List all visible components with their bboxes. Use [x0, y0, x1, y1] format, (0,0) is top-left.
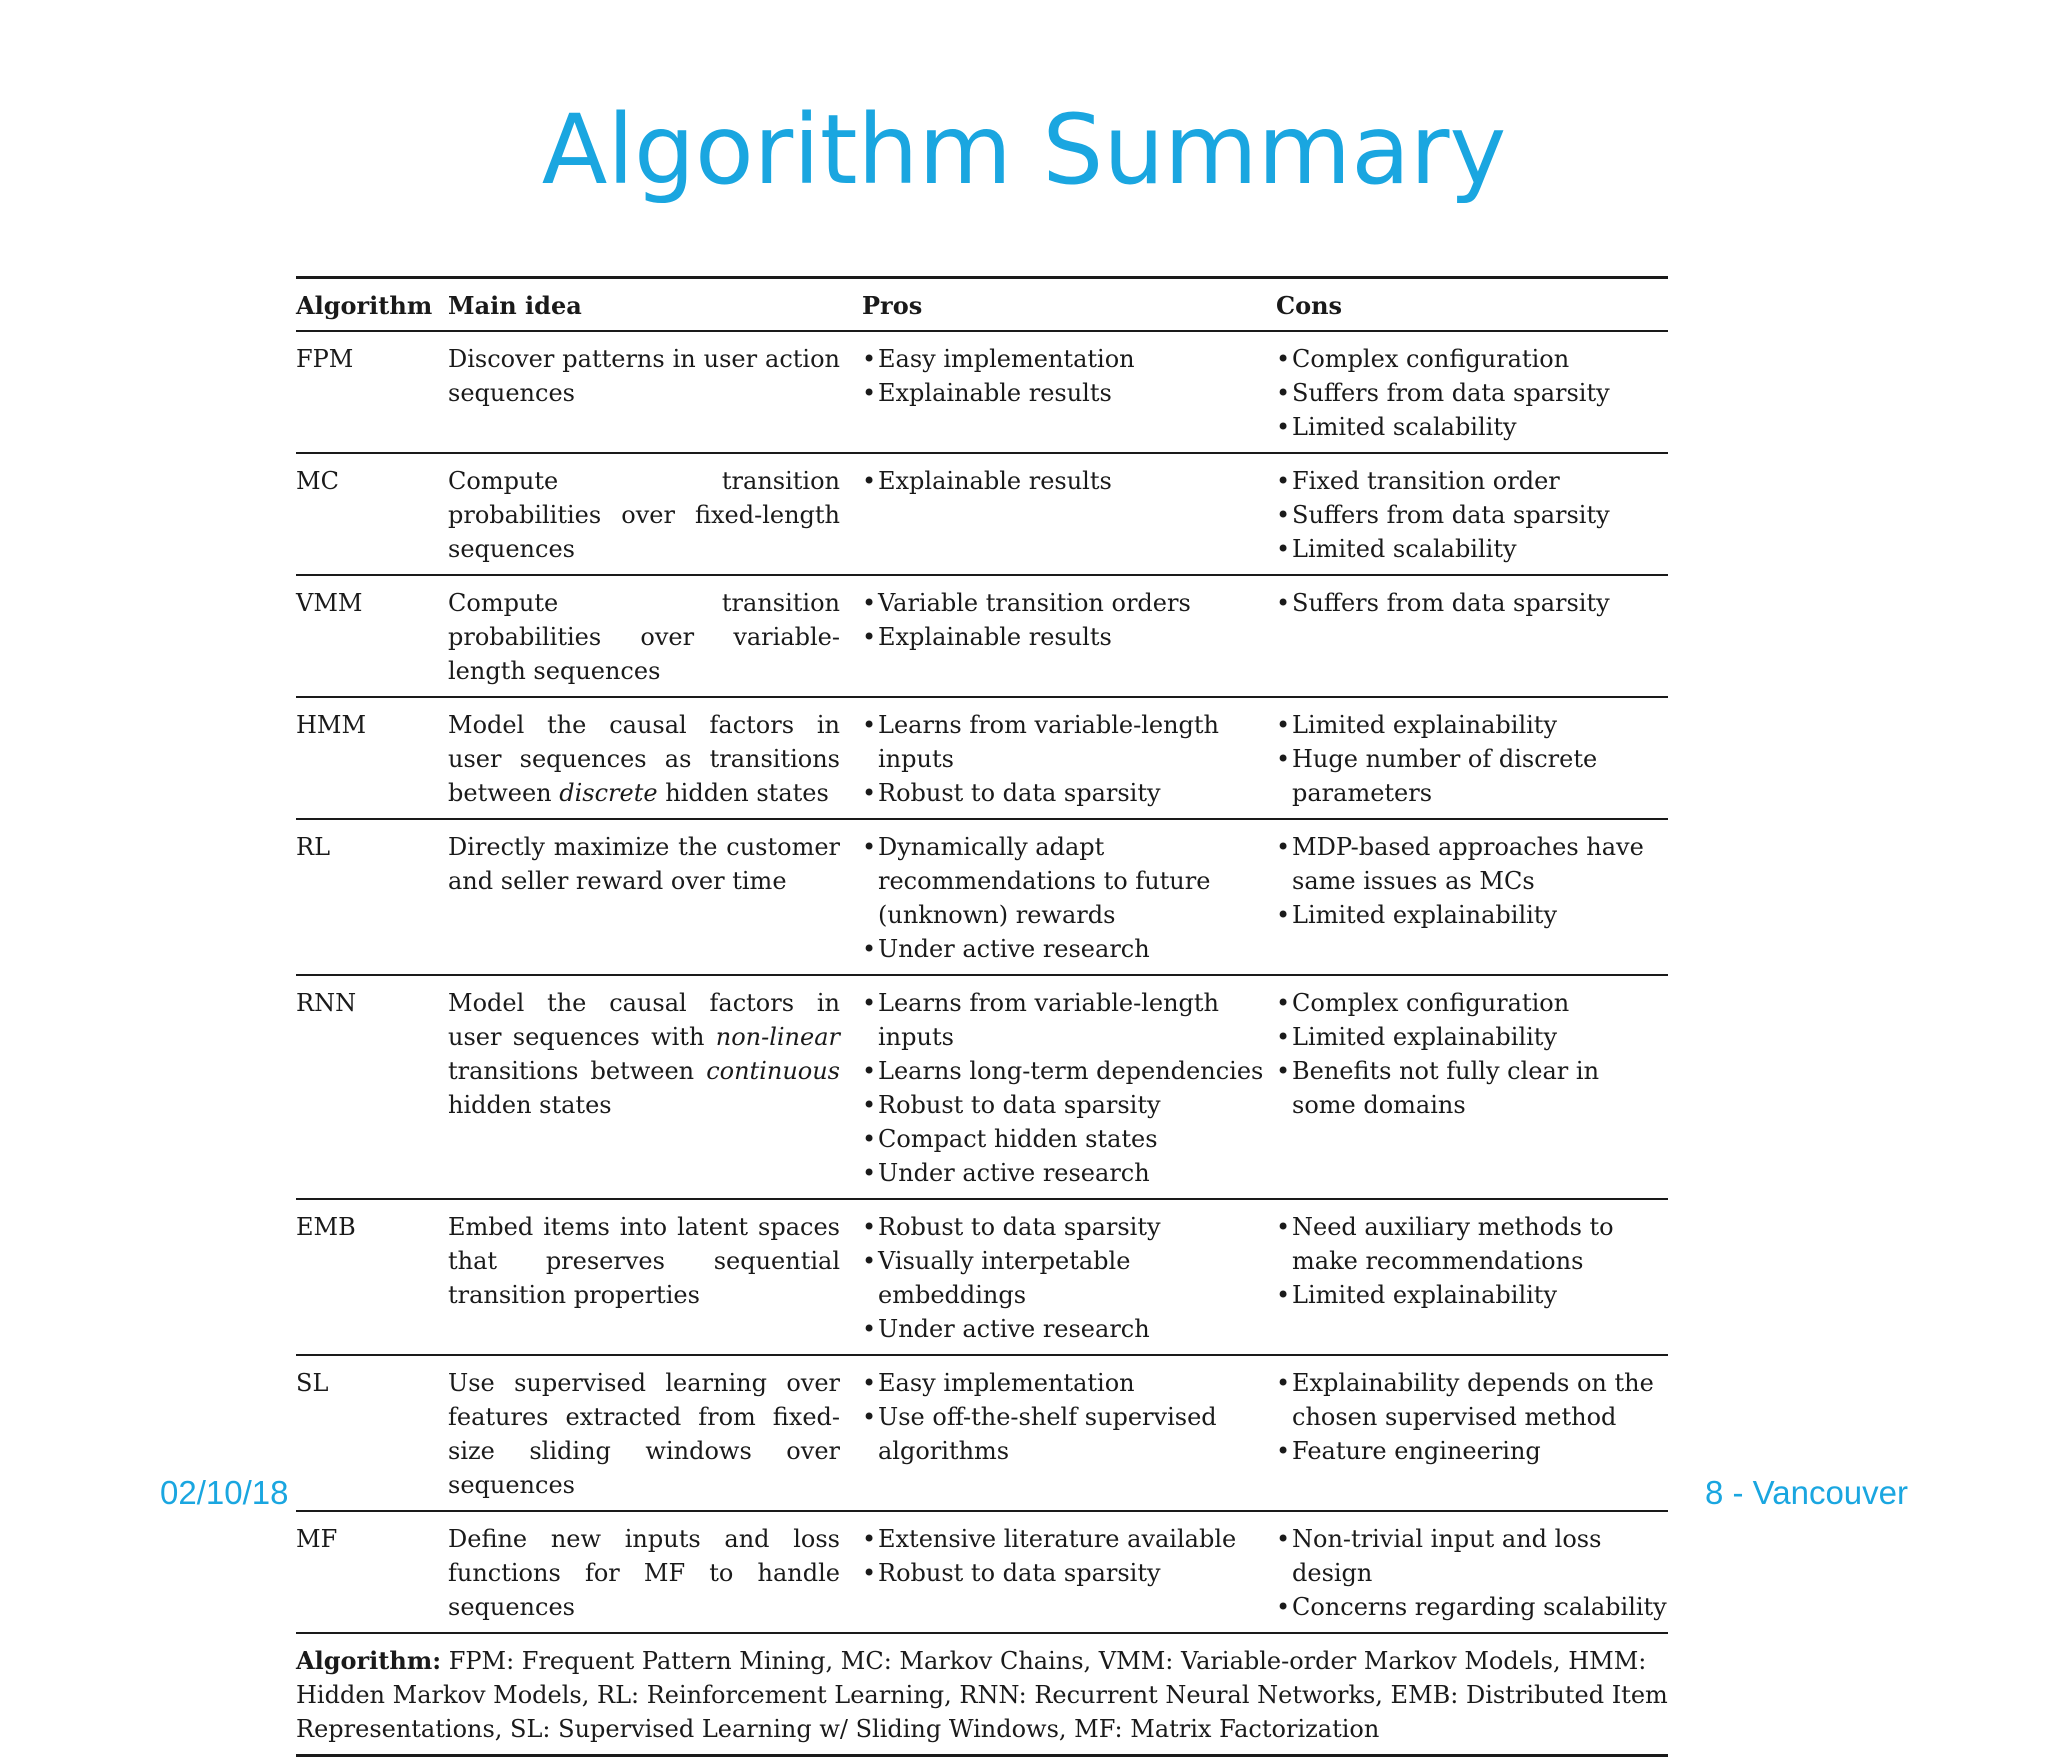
pros-cell	[862, 975, 1276, 1199]
cons-list	[1276, 342, 1668, 444]
con-item: • Benefits not fully clear in some domains	[1276, 1054, 1668, 1122]
pro-item: • Robust to data sparsity	[862, 776, 1276, 810]
caption-label: Algorithm:	[296, 1646, 442, 1675]
table-row	[296, 1355, 1668, 1511]
cons-cell	[1276, 819, 1668, 975]
con-item: • Non-trivial input and loss design	[1276, 1522, 1668, 1590]
pros-cell	[862, 1511, 1276, 1633]
main-idea-cell	[448, 819, 862, 975]
pros-cell	[862, 819, 1276, 975]
table-row	[296, 575, 1668, 697]
pro-item: • Learns long-term dependencies	[862, 1054, 1276, 1088]
main-idea-text: Define new inputs and loss functions for MF to handle sequences	[448, 1525, 840, 1621]
pro-item: • Explainable results	[862, 464, 1276, 498]
algorithm-cell: EMB	[296, 1213, 356, 1241]
con-item: • Huge number of discrete parameters	[1276, 742, 1668, 810]
con-item: • Suffers from data sparsity	[1276, 498, 1668, 532]
pro-item: • Dynamically adapt recommendations to future (unknown) rewards	[862, 830, 1276, 932]
table-row	[296, 1511, 1668, 1633]
header-cons: Cons	[1276, 291, 1343, 320]
footer-venue: 8 - Vancouver	[1705, 1474, 1908, 1511]
algorithm-cell: MF	[296, 1525, 338, 1553]
pro-item: • Variable transition orders	[862, 586, 1276, 620]
main-idea-text: hidden states	[448, 1091, 612, 1119]
table-row	[296, 975, 1668, 1199]
main-idea-cell	[448, 1355, 862, 1511]
algorithm-cell: MC	[296, 467, 339, 495]
pro-item: • Easy implementation	[862, 342, 1276, 376]
pros-list	[862, 1522, 1276, 1590]
pro-item: • Robust to data sparsity	[862, 1556, 1276, 1590]
main-idea-text: Compute transition probabilities over variable-length sequences	[448, 589, 840, 685]
pros-list	[862, 1210, 1276, 1346]
cons-list	[1276, 1366, 1668, 1468]
table-row	[296, 453, 1668, 575]
cons-cell	[1276, 331, 1668, 453]
pro-item: • Compact hidden states	[862, 1122, 1276, 1156]
con-item: • Fixed transition order	[1276, 464, 1668, 498]
algorithm-cell: HMM	[296, 711, 367, 739]
main-idea-cell	[448, 1511, 862, 1633]
main-idea-text: transitions between	[448, 1057, 707, 1085]
cons-list	[1276, 986, 1668, 1122]
footer-date: 02/10/18	[160, 1474, 289, 1511]
slide-title: Algorithm Summary	[541, 94, 1507, 206]
cons-list	[1276, 708, 1668, 810]
pros-list	[862, 586, 1276, 654]
cons-list	[1276, 586, 1668, 620]
cons-list	[1276, 830, 1668, 932]
con-item: • Need auxiliary methods to make recommendations	[1276, 1210, 1668, 1278]
con-item: • Concerns regarding scalability	[1276, 1590, 1668, 1624]
pro-item: • Use off-the-shelf supervised algorithms	[862, 1400, 1276, 1468]
main-idea-emphasis: discrete	[559, 779, 658, 807]
cons-cell	[1276, 1355, 1668, 1511]
header-main-idea: Main idea	[448, 291, 582, 320]
pros-cell	[862, 697, 1276, 819]
pros-cell	[862, 453, 1276, 575]
table-body	[296, 331, 1668, 1633]
pros-list	[862, 342, 1276, 410]
cons-cell	[1276, 575, 1668, 697]
con-item: • Feature engineering	[1276, 1434, 1668, 1468]
main-idea-text: Model the causal factors in user sequences with	[448, 989, 840, 1051]
con-item: • Suffers from data sparsity	[1276, 376, 1668, 410]
table-row	[296, 819, 1668, 975]
con-item: • Limited explainability	[1276, 1278, 1668, 1312]
table-row	[296, 1199, 1668, 1355]
main-idea-text: Use supervised learning over features extracted from fixed-size sliding windows over sequences	[448, 1369, 840, 1499]
main-idea-text: Model the causal factors in user sequences as transitions between	[448, 711, 840, 807]
cons-cell	[1276, 1199, 1668, 1355]
algorithm-cell: VMM	[296, 589, 363, 617]
con-item: • Explainability depends on the chosen supervised method	[1276, 1366, 1668, 1434]
main-idea-emphasis: continuous	[706, 1057, 840, 1085]
con-item: • Limited scalability	[1276, 532, 1668, 566]
pros-list	[862, 708, 1276, 810]
table-header-row	[296, 278, 1668, 332]
main-idea-cell	[448, 453, 862, 575]
main-idea-text: Compute transition probabilities over fixed-length sequences	[448, 467, 840, 563]
con-item: • Limited explainability	[1276, 708, 1668, 742]
cons-list	[1276, 1210, 1668, 1312]
con-item: • Limited explainability	[1276, 1020, 1668, 1054]
table-row	[296, 697, 1668, 819]
main-idea-cell	[448, 331, 862, 453]
con-item: • Limited explainability	[1276, 898, 1668, 932]
pro-item: • Easy implementation	[862, 1366, 1276, 1400]
pros-list	[862, 986, 1276, 1190]
pros-list	[862, 1366, 1276, 1468]
algorithm-cell: RL	[296, 833, 331, 861]
algorithm-summary-table	[296, 276, 1668, 1634]
main-idea-cell	[448, 1199, 862, 1355]
con-item: • Suffers from data sparsity	[1276, 586, 1668, 620]
header-pros: Pros	[862, 291, 923, 320]
pro-item: • Robust to data sparsity	[862, 1210, 1276, 1244]
main-idea-cell	[448, 575, 862, 697]
caption-text: FPM: Frequent Pattern Mining, MC: Markov Chains, VMM: Variable-order Markov Models, HMM: Hidden Markov Models, RL: Reinforcement Learning, RNN: Recurrent Neural Networks, EMB: Distributed Item Representations, SL: Supervised Learning w/ Sliding Windows, MF: Matrix Factorization	[296, 1647, 1668, 1743]
main-idea-text: Embed items into latent spaces that preserves sequential transition properties	[448, 1213, 840, 1309]
cons-list	[1276, 1522, 1668, 1624]
pros-list	[862, 830, 1276, 966]
pros-cell	[862, 1355, 1276, 1511]
pro-item: • Explainable results	[862, 620, 1276, 654]
cons-cell	[1276, 453, 1668, 575]
main-idea-cell	[448, 697, 862, 819]
pros-cell	[862, 575, 1276, 697]
table-row	[296, 331, 1668, 453]
con-item: • Limited scalability	[1276, 410, 1668, 444]
cons-cell	[1276, 975, 1668, 1199]
main-idea-text: Directly maximize the customer and seller reward over time	[448, 833, 840, 895]
con-item: • Complex configuration	[1276, 342, 1668, 376]
main-idea-cell	[448, 975, 862, 1199]
cons-list	[1276, 464, 1668, 566]
cons-cell	[1276, 697, 1668, 819]
pros-cell	[862, 331, 1276, 453]
con-item: • Complex configuration	[1276, 986, 1668, 1020]
table-caption	[296, 1634, 1668, 1757]
algorithm-summary-table-figure	[296, 276, 1696, 1757]
header-algorithm: Algorithm	[296, 291, 433, 320]
cons-cell	[1276, 1511, 1668, 1633]
pro-item: • Visually interpetable embeddings	[862, 1244, 1276, 1312]
main-idea-text: hidden states	[657, 779, 829, 807]
pro-item: • Under active research	[862, 932, 1276, 966]
main-idea-emphasis: non-linear	[715, 1023, 840, 1051]
con-item: • MDP-based approaches have same issues as MCs	[1276, 830, 1668, 898]
algorithm-cell: SL	[296, 1369, 329, 1397]
main-idea-text: Discover patterns in user action sequences	[448, 345, 840, 407]
pro-item: • Under active research	[862, 1312, 1276, 1346]
pro-item: • Learns from variable-length inputs	[862, 986, 1276, 1054]
pro-item: • Robust to data sparsity	[862, 1088, 1276, 1122]
pro-item: • Under active research	[862, 1156, 1276, 1190]
algorithm-cell: FPM	[296, 345, 354, 373]
pro-item: • Learns from variable-length inputs	[862, 708, 1276, 776]
pros-cell	[862, 1199, 1276, 1355]
pro-item: • Extensive literature available	[862, 1522, 1276, 1556]
pro-item: • Explainable results	[862, 376, 1276, 410]
algorithm-cell: RNN	[296, 989, 357, 1017]
pros-list	[862, 464, 1276, 498]
